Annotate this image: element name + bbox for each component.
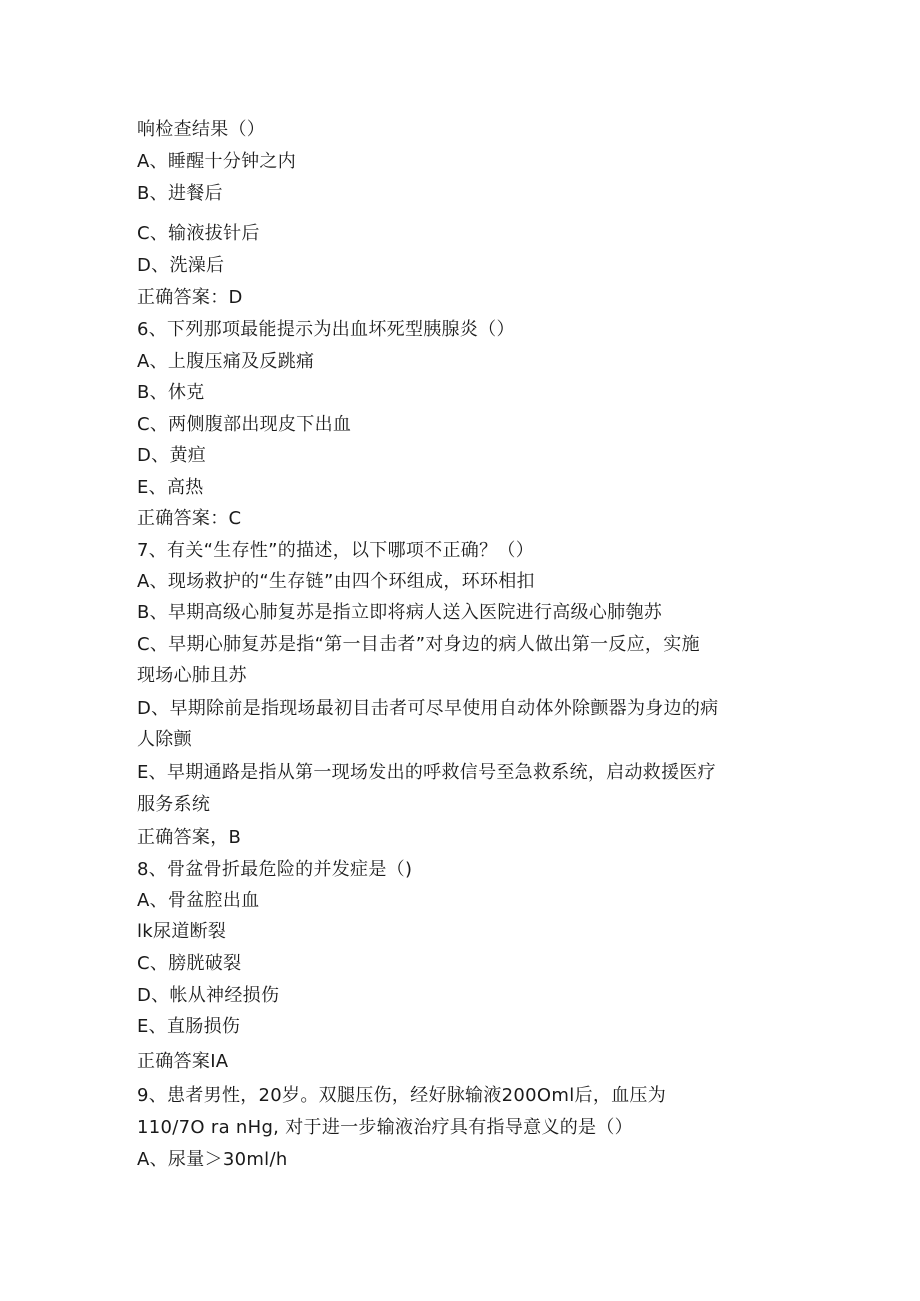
question-5-option-d: D、洗澡后 [137,255,225,276]
question-8-answer: 正确答案IA [137,1051,229,1072]
question-7-option-e-cont: 服务系统 [137,794,211,815]
question-5-stem-continuation: 响检查结果（） [137,119,266,140]
question-7-option-a: A、现场救护的“生存链”由四个环组成，环环相扣 [137,571,535,592]
question-6-option-b: B、休克 [137,382,205,403]
question-5-option-b: B、进餐后 [137,183,223,204]
question-8-option-a: A、骨盆腔出血 [137,890,260,911]
question-6-stem: 6、下列那项最能提示为出血坏死型胰腺炎（） [137,319,515,340]
question-6-option-d: D、黄疸 [137,445,207,466]
question-5-answer: 正确答案：D [137,287,243,308]
question-7-stem: 7、有关“生存性”的描述，以下哪项不正确？（） [137,540,535,561]
question-7-option-b: B、早期高级心肺复苏是指立即将病人送入医院进行高级心肺匏苏 [137,602,663,623]
question-6-option-c: C、两侧腹部出现皮下出血 [137,414,352,435]
question-8-option-c: C、膀胱破裂 [137,953,242,974]
question-5-option-a: A、睡醒十分钟之内 [137,151,297,172]
question-7-option-e: E、早期通路是指从第一现场发出的呼救信号至急救系统，启动救援医疗 [137,762,716,783]
question-9-stem-cont: 110/7O ra nHg, 对于进一步输液治疗具有指导意义的是（） [137,1117,633,1138]
question-8-option-b: lk尿道断裂 [137,921,227,942]
question-9-stem: 9、患者男性，20岁。双腿压伤，经好脉输液200Oml后，血压为 [137,1085,667,1106]
question-8-option-d: D、帐从神经损伤 [137,985,280,1006]
question-7-option-c-cont: 现场心肺且苏 [137,665,247,686]
question-9-option-a: A、尿量＞30ml/h [137,1149,288,1170]
question-5-option-c: C、输液拔针后 [137,223,260,244]
question-7-option-d-cont: 人除颤 [137,729,192,750]
question-8-option-e: E、直肠损伤 [137,1016,241,1037]
question-7-option-c: C、早期心肺复苏是指“第一目击者”对身边的病人做出第一反应，实施 [137,634,700,655]
question-7-option-d: D、早期除前是指现场最初目击者可尽早使用自动体外除颤器为身边的病 [137,698,719,719]
question-6-option-e: E、高热 [137,477,204,498]
question-6-answer: 正确答案：C [137,508,242,529]
question-7-answer: 正确答案，B [137,827,242,848]
question-8-stem: 8、骨盆骨折最危险的并发症是（) [137,859,413,880]
question-6-option-a: A、上腹压痛及反跳痛 [137,351,315,372]
